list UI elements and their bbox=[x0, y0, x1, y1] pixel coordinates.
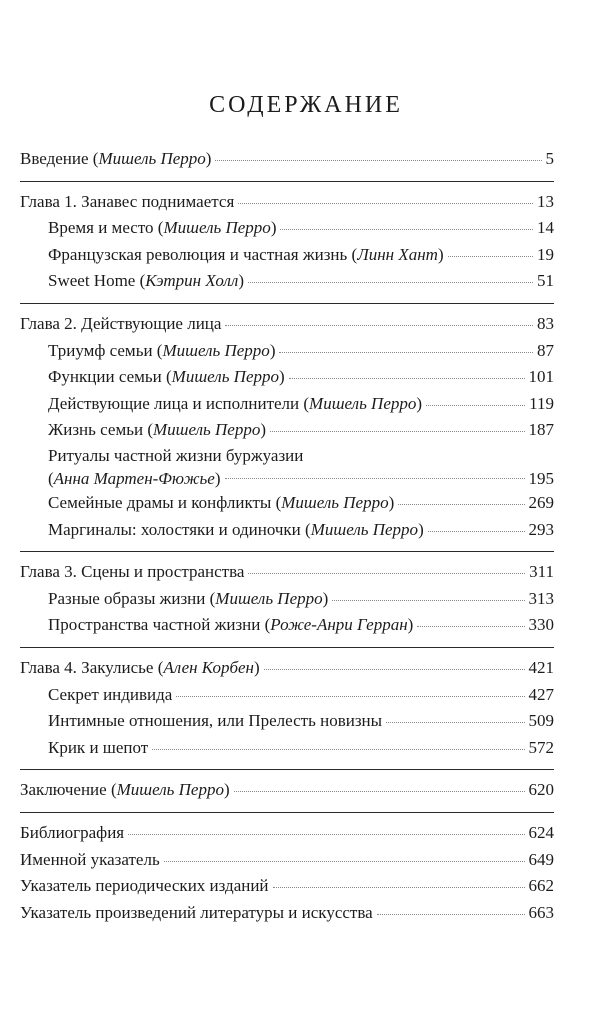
entry-title: Заключение bbox=[20, 780, 107, 800]
page-number: 13 bbox=[537, 191, 554, 211]
page-number: 293 bbox=[528, 519, 554, 539]
page-number: 14 bbox=[537, 218, 554, 238]
entry-title: Ритуалы частной жизни буржуазии bbox=[48, 446, 304, 465]
page-number: 101 bbox=[528, 367, 554, 387]
page-number: 51 bbox=[537, 271, 554, 291]
page-number: 509 bbox=[528, 711, 554, 731]
toc-entry[interactable]: Заключение (Мишель Перро) 620 bbox=[20, 777, 554, 803]
page-number: 421 bbox=[528, 658, 554, 677]
toc-entry[interactable] bbox=[20, 820, 554, 846]
entry-title: Глава 2. Действующие лица bbox=[20, 314, 222, 333]
entry-author: Мишель Перро bbox=[171, 367, 280, 387]
toc-entry[interactable] bbox=[20, 311, 554, 337]
entry-author: Мишель Перро bbox=[162, 340, 270, 360]
dot-leader bbox=[215, 160, 541, 161]
page-number: 187 bbox=[528, 420, 554, 440]
entry-title: Sweet Home bbox=[48, 271, 136, 291]
toc-subentry[interactable] bbox=[48, 708, 554, 734]
page-number: 427 bbox=[528, 684, 554, 704]
toc-subentry[interactable]: Пространства частной жизни (Роже-Анри Герран) 330 bbox=[48, 612, 554, 638]
toc-entry[interactable]: Глава 4. Закулисье (Ален Корбен) 421 bbox=[20, 655, 554, 681]
dot-leader bbox=[225, 325, 533, 326]
dot-leader bbox=[398, 504, 524, 505]
toc-entry[interactable] bbox=[20, 873, 554, 899]
entry-title: Глава 4. Закулисье bbox=[20, 658, 154, 677]
entry-title: Триумф семьи bbox=[48, 340, 153, 360]
toc-subentry[interactable]: Время и место (Мишель Перро) 14 bbox=[48, 215, 554, 241]
dot-leader bbox=[448, 256, 533, 257]
dot-leader bbox=[428, 531, 525, 532]
section-divider bbox=[20, 303, 554, 304]
toc-subentry[interactable] bbox=[48, 682, 554, 708]
toc-subentry[interactable]: Жизнь семьи (Мишель Перро) 187 bbox=[48, 417, 554, 443]
toc-entry[interactable] bbox=[20, 847, 554, 873]
entry-title: Крик и шепот bbox=[48, 737, 149, 757]
entry-title: Разные образы жизни bbox=[48, 588, 206, 608]
dot-leader bbox=[225, 478, 525, 479]
page-number: 87 bbox=[537, 340, 554, 360]
page-title: СОДЕРЖАНИЕ bbox=[209, 92, 403, 118]
dot-leader bbox=[176, 696, 524, 697]
dot-leader bbox=[248, 573, 525, 574]
page-number: 662 bbox=[528, 876, 554, 896]
dot-leader bbox=[386, 722, 524, 723]
toc-subentry[interactable]: Sweet Home (Кэтрин Холл) 51 bbox=[48, 268, 554, 294]
entry-author: Мишель Перро bbox=[309, 393, 417, 413]
entry-title: Библиография bbox=[20, 823, 125, 842]
page-number: 83 bbox=[537, 314, 554, 333]
entry-title: Указатель произведений литературы и искусства bbox=[20, 902, 373, 922]
toc-subentry[interactable]: Триумф семьи (Мишель Перро) 87 bbox=[48, 338, 554, 364]
toc-subentry[interactable] bbox=[48, 735, 554, 761]
page-number: 624 bbox=[528, 823, 554, 842]
toc-entry[interactable] bbox=[20, 189, 554, 215]
dot-leader bbox=[264, 669, 525, 670]
dot-leader bbox=[426, 405, 525, 406]
dot-leader bbox=[279, 352, 533, 353]
entry-author: Роже-Анри Герран bbox=[270, 615, 408, 635]
entry-title: Глава 3. Сцены и пространства bbox=[20, 562, 245, 582]
entry-title: Именной указатель bbox=[20, 849, 160, 869]
entry-title: Время и место bbox=[48, 218, 154, 238]
entry-author: Мишель Перро bbox=[310, 519, 419, 539]
section-divider bbox=[20, 647, 554, 648]
entry-title: Пространства частной жизни bbox=[48, 615, 261, 635]
page-number: 195 bbox=[528, 469, 554, 488]
section-divider bbox=[20, 181, 554, 182]
dot-leader bbox=[164, 861, 525, 862]
page-number: 311 bbox=[529, 562, 554, 582]
toc-subentry[interactable]: Действующие лица и исполнители (Мишель Перро) 119 bbox=[48, 391, 554, 417]
page-number: 5 bbox=[545, 149, 554, 168]
dot-leader bbox=[248, 282, 533, 283]
entry-author: Мишель Перро bbox=[163, 218, 271, 238]
entry-title: Жизнь семьи bbox=[48, 420, 144, 440]
entry-author: Мишель Перро bbox=[116, 780, 224, 800]
entry-author: Мишель Перро bbox=[281, 493, 389, 512]
page-number: 620 bbox=[528, 780, 554, 800]
entry-title: Французская революция и частная жизнь bbox=[48, 244, 348, 264]
entry-title: Интимные отношения, или Прелесть новизны bbox=[48, 711, 383, 731]
entry-title: Функции семьи bbox=[48, 367, 162, 387]
dot-leader bbox=[238, 203, 533, 204]
entry-author: Мишель Перро bbox=[152, 420, 261, 440]
dot-leader bbox=[280, 229, 533, 230]
entry-title: Секрет индивида bbox=[48, 684, 173, 704]
entry-title: Глава 1. Занавес поднимается bbox=[20, 191, 235, 211]
dot-leader bbox=[289, 378, 525, 379]
section-divider bbox=[20, 551, 554, 552]
entry-author: Мишель Перро bbox=[98, 149, 206, 168]
section-divider bbox=[20, 812, 554, 813]
dot-leader bbox=[128, 834, 524, 835]
dot-leader bbox=[377, 914, 525, 915]
entry-author: Ален Корбен bbox=[163, 658, 254, 677]
toc-subentry[interactable]: Функции семьи (Мишель Перро) 101 bbox=[48, 364, 554, 390]
page-number: 649 bbox=[528, 849, 554, 869]
entry-author: Кэтрин Холл bbox=[145, 271, 239, 291]
entry-author: Линн Хант bbox=[357, 244, 438, 264]
entry-author: Анна Мартен-Фюжье bbox=[53, 469, 215, 488]
page-number: 313 bbox=[528, 588, 554, 608]
entry-title: Маргиналы: холостяки и одиночки bbox=[48, 519, 301, 539]
toc-subentry[interactable]: Французская революция и частная жизнь (Линн Хант) 19 bbox=[48, 242, 554, 268]
toc-subentry[interactable]: Разные образы жизни (Мишель Перро) 313 bbox=[48, 586, 554, 612]
dot-leader bbox=[273, 887, 525, 888]
page-number: 269 bbox=[528, 493, 554, 512]
dot-leader bbox=[152, 749, 524, 750]
dot-leader bbox=[270, 431, 525, 432]
entry-title: Указатель периодических изданий bbox=[20, 876, 269, 896]
toc-entry[interactable] bbox=[20, 559, 554, 585]
toc-subentry[interactable]: Маргиналы: холостяки и одиночки (Мишель Перро) 293 bbox=[48, 517, 554, 543]
page-number: 663 bbox=[528, 902, 554, 922]
section-divider bbox=[20, 769, 554, 770]
dot-leader bbox=[234, 791, 525, 792]
page-number: 330 bbox=[528, 615, 554, 635]
page-number: 572 bbox=[528, 737, 554, 757]
entry-author: Мишель Перро bbox=[215, 588, 323, 608]
toc-subentry[interactable]: Ритуалы частной жизни буржуазии (Анна Мартен-Фюжье) 195 bbox=[48, 446, 554, 488]
dot-leader bbox=[332, 600, 524, 601]
toc-subentry[interactable]: Семейные драмы и конфликты (Мишель Перро) 269 bbox=[48, 490, 554, 516]
entry-title: Введение bbox=[20, 149, 89, 168]
page-number: 19 bbox=[537, 244, 554, 264]
entry-title: Семейные драмы и конфликты bbox=[48, 493, 272, 512]
entry-title: Действующие лица и исполнители bbox=[48, 393, 300, 413]
page-number: 119 bbox=[529, 393, 554, 413]
dot-leader bbox=[417, 626, 524, 627]
toc-entry[interactable]: Введение (Мишель Перро) 5 bbox=[20, 146, 554, 172]
toc-entry[interactable] bbox=[20, 900, 554, 926]
